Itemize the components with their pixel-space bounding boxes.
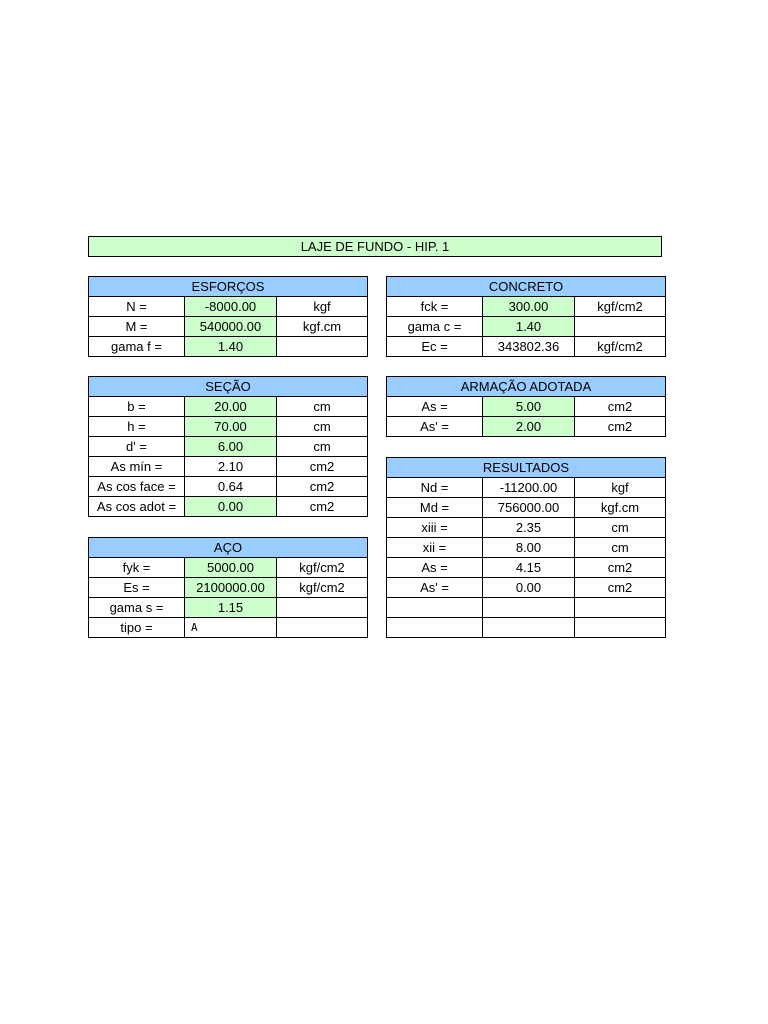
cell-input-tipo[interactable]: A	[185, 618, 277, 638]
aco-table	[88, 537, 368, 638]
cell-unit: kgf/cm2	[575, 297, 666, 317]
cell-unit: cm2	[575, 558, 666, 578]
cell-unit: cm2	[277, 457, 368, 477]
cell-label: b =	[89, 397, 185, 417]
table-row	[387, 518, 666, 538]
table-row	[387, 538, 666, 558]
table-row	[387, 478, 666, 498]
armacao-header: ARMAÇÃO ADOTADA	[387, 377, 666, 397]
cell-input-gama-s[interactable]: 1.15	[185, 598, 277, 618]
cell-unit: kgf.cm	[277, 317, 368, 337]
cell-input-b[interactable]: 20.00	[185, 397, 277, 417]
cell-unit: cm2	[575, 578, 666, 598]
cell-value-xii: 8.00	[483, 538, 575, 558]
table-row	[387, 337, 666, 357]
cell-label: N =	[89, 297, 185, 317]
table-row	[89, 598, 368, 618]
cell-input-fck[interactable]: 300.00	[483, 297, 575, 317]
cell-unit: cm	[575, 518, 666, 538]
cell-label: tipo =	[89, 618, 185, 638]
cell-unit: cm	[277, 437, 368, 457]
cell-input-gama-c[interactable]: 1.40	[483, 317, 575, 337]
cell-input-es[interactable]: 2100000.00	[185, 578, 277, 598]
cell-input-h[interactable]: 70.00	[185, 417, 277, 437]
cell-empty	[575, 618, 666, 638]
table-row	[387, 498, 666, 518]
armacao-table	[386, 376, 666, 437]
table-row	[89, 317, 368, 337]
table-row	[89, 618, 368, 638]
cell-value-ec: 343802.36	[483, 337, 575, 357]
cell-unit: cm	[277, 397, 368, 417]
cell-unit: kgf/cm2	[277, 558, 368, 578]
secao-table	[88, 376, 368, 517]
cell-unit: cm	[575, 538, 666, 558]
cell-unit: kgf/cm2	[277, 578, 368, 598]
cell-input-n[interactable]: -8000.00	[185, 297, 277, 317]
cell-input-fyk[interactable]: 5000.00	[185, 558, 277, 578]
table-row	[89, 437, 368, 457]
cell-value-as-prime: 0.00	[483, 578, 575, 598]
table-row	[89, 297, 368, 317]
cell-value-as-cos-face: 0.64	[185, 477, 277, 497]
table-row	[387, 558, 666, 578]
table-row	[387, 397, 666, 417]
cell-value-xiii: 2.35	[483, 518, 575, 538]
cell-label: gama s =	[89, 598, 185, 618]
aco-header: AÇO	[89, 538, 368, 558]
table-row	[387, 297, 666, 317]
cell-value-md: 756000.00	[483, 498, 575, 518]
cell-input-as-prime[interactable]: 2.00	[483, 417, 575, 437]
cell-unit: kgf	[575, 478, 666, 498]
sheet-title: LAJE DE FUNDO - HIP. 1	[88, 236, 662, 257]
table-row	[89, 477, 368, 497]
cell-value-as-min: 2.10	[185, 457, 277, 477]
cell-label: As cos adot =	[89, 497, 185, 517]
secao-header: SEÇÃO	[89, 377, 368, 397]
cell-unit: cm2	[575, 397, 666, 417]
cell-label: As' =	[387, 417, 483, 437]
cell-value-nd: -11200.00	[483, 478, 575, 498]
table-row	[387, 578, 666, 598]
cell-label: h =	[89, 417, 185, 437]
cell-label: Md =	[387, 498, 483, 518]
resultados-table	[386, 457, 666, 638]
table-row	[89, 497, 368, 517]
table-row	[387, 598, 666, 618]
cell-input-d[interactable]: 6.00	[185, 437, 277, 457]
cell-empty	[483, 598, 575, 618]
resultados-header: RESULTADOS	[387, 458, 666, 478]
cell-label: gama c =	[387, 317, 483, 337]
table-row	[387, 417, 666, 437]
cell-label: As' =	[387, 578, 483, 598]
cell-value-as: 4.15	[483, 558, 575, 578]
concreto-header: CONCRETO	[387, 277, 666, 297]
cell-unit: kgf	[277, 297, 368, 317]
cell-unit: kgf/cm2	[575, 337, 666, 357]
cell-input-m[interactable]: 540000.00	[185, 317, 277, 337]
cell-label: fck =	[387, 297, 483, 317]
cell-empty	[483, 618, 575, 638]
cell-input-as-cos-adot[interactable]: 0.00	[185, 497, 277, 517]
cell-label: As =	[387, 397, 483, 417]
cell-empty	[575, 598, 666, 618]
cell-input-as[interactable]: 5.00	[483, 397, 575, 417]
cell-label: As mín =	[89, 457, 185, 477]
cell-unit	[575, 317, 666, 337]
table-row	[89, 457, 368, 477]
cell-label: Ec =	[387, 337, 483, 357]
cell-input-gama-f[interactable]: 1.40	[185, 337, 277, 357]
esforcos-header: ESFORÇOS	[89, 277, 368, 297]
cell-label: M =	[89, 317, 185, 337]
cell-label: As =	[387, 558, 483, 578]
table-row	[89, 337, 368, 357]
table-row	[387, 317, 666, 337]
table-row	[387, 618, 666, 638]
cell-unit: kgf.cm	[575, 498, 666, 518]
cell-label: Es =	[89, 578, 185, 598]
cell-unit: cm2	[575, 417, 666, 437]
cell-label: xiii =	[387, 518, 483, 538]
cell-label: xii =	[387, 538, 483, 558]
cell-label: As cos face =	[89, 477, 185, 497]
cell-unit	[277, 598, 368, 618]
cell-unit: cm2	[277, 497, 368, 517]
cell-empty	[387, 598, 483, 618]
esforcos-table	[88, 276, 368, 357]
cell-unit: cm	[277, 417, 368, 437]
cell-unit: cm2	[277, 477, 368, 497]
cell-label: fyk =	[89, 558, 185, 578]
cell-unit	[277, 618, 368, 638]
table-row	[89, 397, 368, 417]
cell-label: gama f =	[89, 337, 185, 357]
concreto-table	[386, 276, 666, 357]
cell-label: Nd =	[387, 478, 483, 498]
table-row	[89, 558, 368, 578]
table-row	[89, 578, 368, 598]
cell-label: d' =	[89, 437, 185, 457]
cell-unit	[277, 337, 368, 357]
table-row	[89, 417, 368, 437]
cell-empty	[387, 618, 483, 638]
